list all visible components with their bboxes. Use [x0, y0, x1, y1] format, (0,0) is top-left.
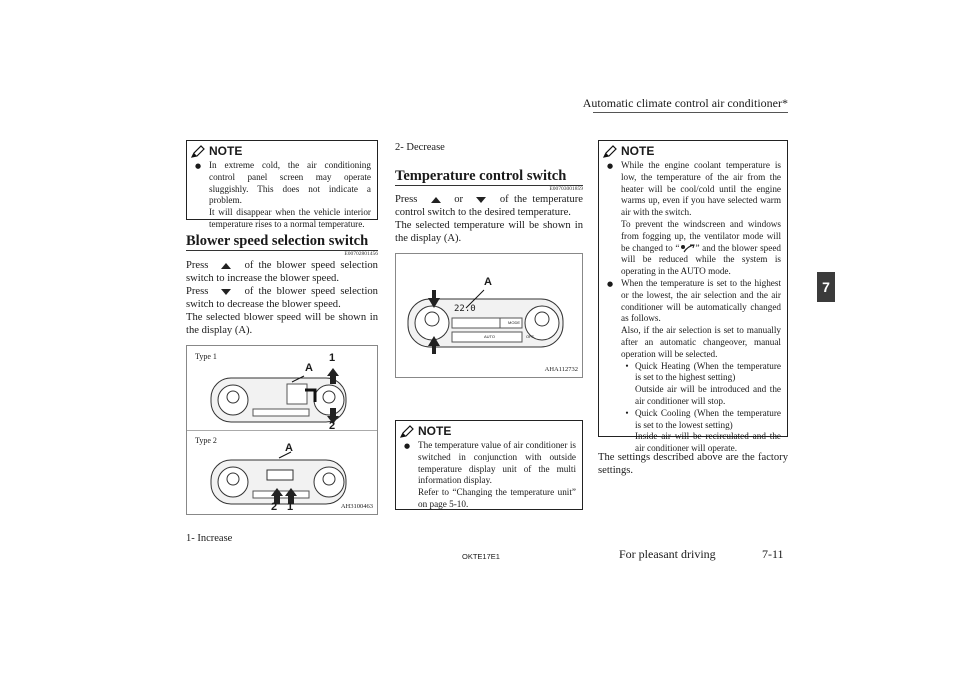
note-label: NOTE [621, 144, 655, 158]
temperature-display-text: The selected temperature will be shown in the display (A). [395, 220, 583, 244]
quick-cooling-title: Quick Cooling (When the temperature is set to the lowest setting) [635, 407, 781, 430]
heading-temperature: Temperature control switch [395, 168, 567, 184]
blower-paragraphs [186, 259, 378, 337]
temperature-display-value: 22.0 [454, 304, 476, 314]
note-text-2: Refer to “Changing the temperature unit” on page 5-10. [418, 487, 576, 509]
note-label: NOTE [418, 424, 452, 438]
callout-a-type2: A [285, 442, 293, 454]
note-label: NOTE [209, 144, 243, 158]
bullet-icon: ● [607, 279, 614, 288]
figure-type1-label: Type 1 [195, 352, 217, 361]
chapter-tab: 7 [817, 272, 835, 302]
down-arrow-icon [221, 289, 231, 295]
running-header: Automatic climate control air conditioner* [582, 96, 788, 110]
footer-section: For pleasant driving [619, 547, 716, 561]
note-header [187, 141, 377, 158]
note-pencil-icon [191, 145, 205, 158]
quick-heating-title: Quick Heating (When the temperature is set to the highest setting) [635, 360, 781, 383]
decrease-desc: of the blower speed selection switch to decrease the blower speed. [186, 286, 378, 310]
section-code: E00702801456 [344, 251, 378, 257]
heading-blower: Blower speed selection switch [186, 233, 369, 249]
press-word: Press [395, 194, 418, 205]
up-arrow-icon [221, 263, 231, 269]
page-number: 7-11 [762, 547, 784, 561]
fogging-text [621, 219, 781, 278]
header-rule [593, 112, 788, 113]
blower-increase-text [186, 259, 378, 285]
or-word: or [454, 194, 464, 205]
coolant-text: While the engine coolant temperature is low, the temperature of the air from the heater will be cool/cold until the engine warms up, even if you have selected warm air with the switch. [621, 160, 781, 218]
callout-a: A [484, 276, 492, 288]
figure-blower [186, 345, 378, 515]
note-box-cold [186, 140, 378, 229]
temperature-desc: of the temperature control switch to the desired temperature. [395, 194, 583, 218]
temperature-limit-text: When the temperature is set to the highest or the lowest, the air selection and the air conditioner will be automatically changed as follows. [621, 277, 781, 324]
blower-decrease-text [186, 285, 378, 311]
quick-cooling-item [621, 408, 781, 455]
sub-bullet-icon: • [625, 360, 629, 371]
ventilator-mode-icon [679, 244, 695, 253]
sub-bullet-icon: • [625, 407, 629, 418]
fogging-text-a: To prevent the windscreen and windows from fogging up, the ventilator mode will be changed to “ [621, 218, 781, 253]
note-text: In extreme cold, the air conditioning control panel screen may operate sluggishly. This does not indicate a problem. [209, 160, 371, 206]
bullet-icon: ● [195, 162, 202, 170]
note-body [396, 438, 582, 515]
temperature-paragraphs [395, 193, 583, 245]
callout-1-type1: 1 [329, 352, 336, 364]
note-header [396, 421, 582, 438]
callout-2-type1: 2 [329, 420, 336, 432]
note-box-auto-mode [598, 140, 788, 454]
panel-mode-label: MODE [508, 320, 520, 325]
callout-1-type2: 1 [287, 501, 294, 513]
legend-decrease: 2- Decrease [395, 142, 445, 153]
quick-heating-item [621, 361, 781, 408]
press-word: Press [186, 286, 209, 297]
note-bullet-temperature [607, 278, 781, 455]
factory-settings-text: The settings described above are the factory settings. [598, 452, 788, 476]
legend-increase: 1- Increase [186, 533, 233, 544]
note-box-temperature-unit [395, 420, 583, 510]
temperature-press-text [395, 193, 583, 219]
fogging-text-b: ” and the blower speed will be reduced while the system is operating in the AUTO mode. [621, 242, 781, 277]
note-body [599, 158, 787, 459]
callout-2-type2: 2 [271, 501, 278, 513]
press-word: Press [186, 260, 209, 271]
blower-display-text: The selected blower speed will be shown in the display (A). [186, 312, 378, 336]
callout-a-type1: A [305, 362, 313, 374]
manual-operation-text: Also, if the air selection is set to manually after an automatic changeover, manual operation will be selected. [621, 325, 781, 359]
down-arrow-icon [476, 197, 486, 203]
note-text: The temperature value of air conditioner is switched in conjunction with outside temperature display unit of the multi information display. [418, 440, 576, 486]
section-code: E00703001859 [549, 186, 583, 192]
note-header [599, 141, 787, 158]
temperature-panel-illustration [396, 254, 582, 377]
figure-code: AHA112732 [544, 366, 578, 373]
up-arrow-icon [431, 197, 441, 203]
note-bullet [195, 160, 371, 231]
note-bullet-coolant [607, 160, 781, 278]
bullet-icon: ● [607, 162, 614, 170]
note-pencil-icon [603, 145, 617, 158]
note-bullet [404, 440, 576, 511]
footer-code: OKTE17E1 [462, 552, 500, 561]
quick-heating-body: Outside air will be introduced and the air conditioner will stop. [635, 384, 781, 406]
increase-desc: of the blower speed selection switch to increase the blower speed. [186, 260, 378, 284]
panel-off-label: OFF [526, 334, 534, 339]
quick-cooling-body: Inside air will be recirculated and the air conditioner will operate. [635, 431, 781, 454]
figure-temperature [395, 253, 583, 378]
panel-auto-label: AUTO [484, 334, 496, 339]
note-pencil-icon [400, 425, 414, 438]
blower-panel-illustration [187, 346, 377, 514]
figure-code: AH3100463 [340, 503, 373, 510]
note-body [187, 158, 377, 235]
figure-type2-label: Type 2 [195, 436, 217, 445]
note-text-2: It will disappear when the vehicle interior temperature rises to a normal temperature. [209, 207, 371, 229]
bullet-icon: ● [404, 442, 411, 450]
